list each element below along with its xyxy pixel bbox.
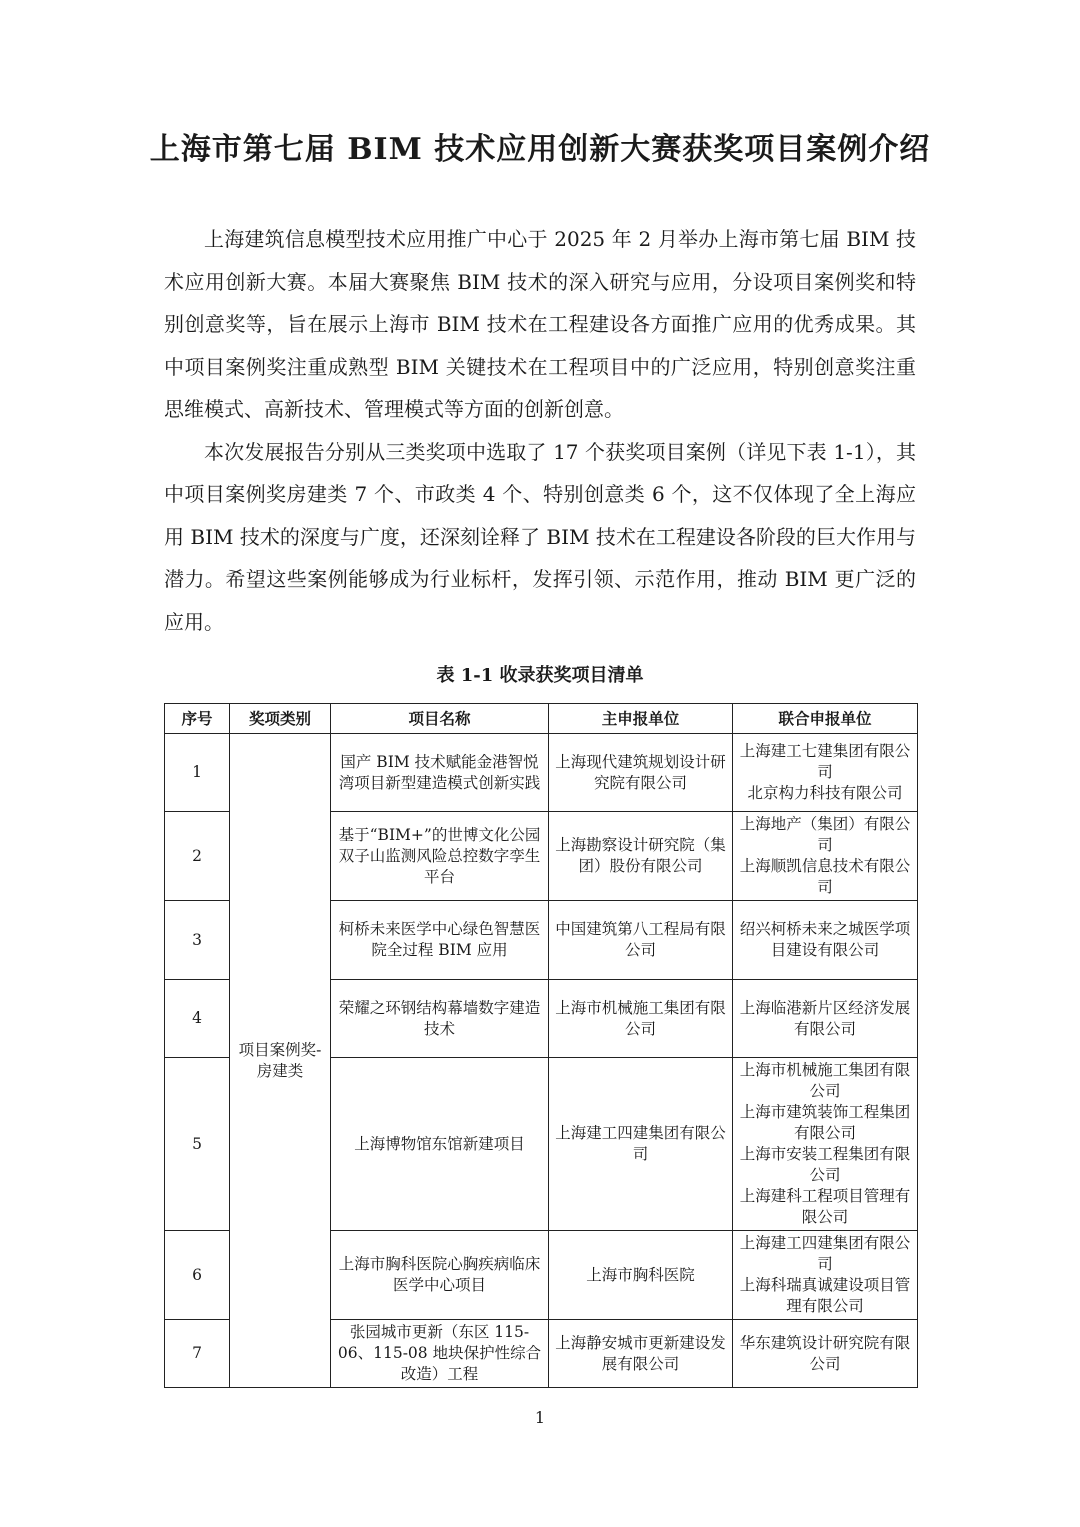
joint-applicant-item: 上海临港新片区经济发展有限公司 [739, 998, 911, 1038]
main-applicant: 上海静安城市更新建设发展有限公司 [549, 1320, 733, 1388]
joint-applicant-item: 上海建科工程项目管理有限公司 [739, 1187, 911, 1226]
project-name: 上海博物馆东馆新建项目 [331, 1058, 549, 1231]
joint-applicant-item: 上海顺凯信息技术有限公司 [739, 857, 911, 896]
project-name: 国产 BIM 技术赋能金港智悦湾项目新型建造模式创新实践 [331, 734, 549, 812]
page-number: 1 [534, 1408, 546, 1427]
main-applicant: 上海勘察设计研究院（集团）股份有限公司 [549, 812, 733, 901]
table-caption: 表 1-1 收录获奖项目清单 [436, 665, 644, 686]
row-number: 4 [165, 980, 230, 1058]
project-name: 柯桥未来医学中心绿色智慧医院全过程 BIM 应用 [331, 901, 549, 980]
row-number: 5 [165, 1058, 230, 1231]
row-number: 2 [165, 812, 230, 901]
joint-applicant [733, 812, 918, 901]
joint-applicant-item: 上海市建筑装饰工程集团有限公司 [739, 1103, 911, 1142]
paragraph-2: 本次发展报告分别从三类奖项中选取了 17 个获奖项目案例（详见下表 1-1），其中项目案例奖房建类 7 个、市政类 4 个、特别创意类 6 个，这不仅体现了全上海应用 BIM 技术的深度与广度，还深刻诠释了 BIM 技术在工程建设各阶段的巨大作用与潜力。希望这些案例能够成为行业标杆，发挥引领、示范作用，推动 BIM 更广泛的应用。 [164, 439, 916, 634]
joint-applicant-item: 上海市安装工程集团有限公司 [739, 1145, 911, 1184]
row-number: 6 [165, 1231, 230, 1320]
joint-applicant-item: 上海建工四建集团有限公司 [739, 1234, 911, 1273]
body-text [164, 218, 916, 643]
paragraph-1: 上海建筑信息模型技术应用推广中心于 2025 年 2 月举办上海市第七届 BIM 技术应用创新大赛。本届大赛聚焦 BIM 技术的深入研究与应用，分设项目案例奖和特别创意奖等，旨在展示上海市 BIM 技术在工程建设各方面推广应用的优秀成果。其中项目案例奖注重成熟型 BIM 关键技术在工程项目中的广泛应用，特别创意奖注重思维模式、高新技术、管理模式等方面的创新创意。 [164, 227, 916, 421]
project-name: 基于“BIM+”的世博文化公园双子山监测风险总控数字孪生平台 [331, 812, 549, 901]
main-applicant: 上海建工四建集团有限公司 [549, 1058, 733, 1231]
main-applicant: 上海现代建筑规划设计研究院有限公司 [549, 734, 733, 812]
table-row [165, 734, 918, 812]
joint-applicant-item: 上海科瑞真诚建设项目管理有限公司 [739, 1276, 911, 1315]
joint-applicant [733, 1320, 918, 1388]
header-joint-applicant: 联合申报单位 [733, 704, 918, 734]
joint-applicant [733, 734, 918, 812]
joint-applicant [733, 980, 918, 1058]
row-number: 1 [165, 734, 230, 812]
row-number: 3 [165, 901, 230, 980]
joint-applicant-item: 绍兴柯桥未来之城医学项目建设有限公司 [739, 920, 911, 959]
joint-applicant [733, 1231, 918, 1320]
joint-applicant-item: 华东建筑设计研究院有限公司 [739, 1333, 911, 1373]
header-main-applicant: 主申报单位 [549, 704, 733, 734]
award-category-cell: 项目案例奖-房建类 [230, 734, 331, 1388]
joint-applicant [733, 901, 918, 980]
award-table [164, 703, 918, 1388]
main-applicant: 上海市机械施工集团有限公司 [549, 980, 733, 1058]
joint-applicant-item: 上海建工七建集团有限公司 [739, 742, 911, 781]
main-applicant: 上海市胸科医院 [549, 1231, 733, 1320]
joint-applicant-item: 北京构力科技有限公司 [747, 784, 903, 802]
project-name: 张园城市更新（东区 115-06、115-08 地块保护性综合改造）工程 [331, 1320, 549, 1388]
main-applicant: 中国建筑第八工程局有限公司 [549, 901, 733, 980]
joint-applicant [733, 1058, 918, 1231]
header-no: 序号 [165, 704, 230, 734]
row-number: 7 [165, 1320, 230, 1388]
header-project-name: 项目名称 [331, 704, 549, 734]
joint-applicant-item: 上海市机械施工集团有限公司 [739, 1061, 911, 1100]
joint-applicant-item: 上海地产（集团）有限公司 [739, 815, 911, 854]
table-header-row [165, 704, 918, 734]
header-category: 奖项类别 [230, 704, 331, 734]
page-title: 上海市第七届 BIM 技术应用创新大赛获奖项目案例介绍 [149, 132, 931, 167]
project-name: 荣耀之环钢结构幕墙数字建造技术 [331, 980, 549, 1058]
project-name: 上海市胸科医院心胸疾病临床医学中心项目 [331, 1231, 549, 1320]
